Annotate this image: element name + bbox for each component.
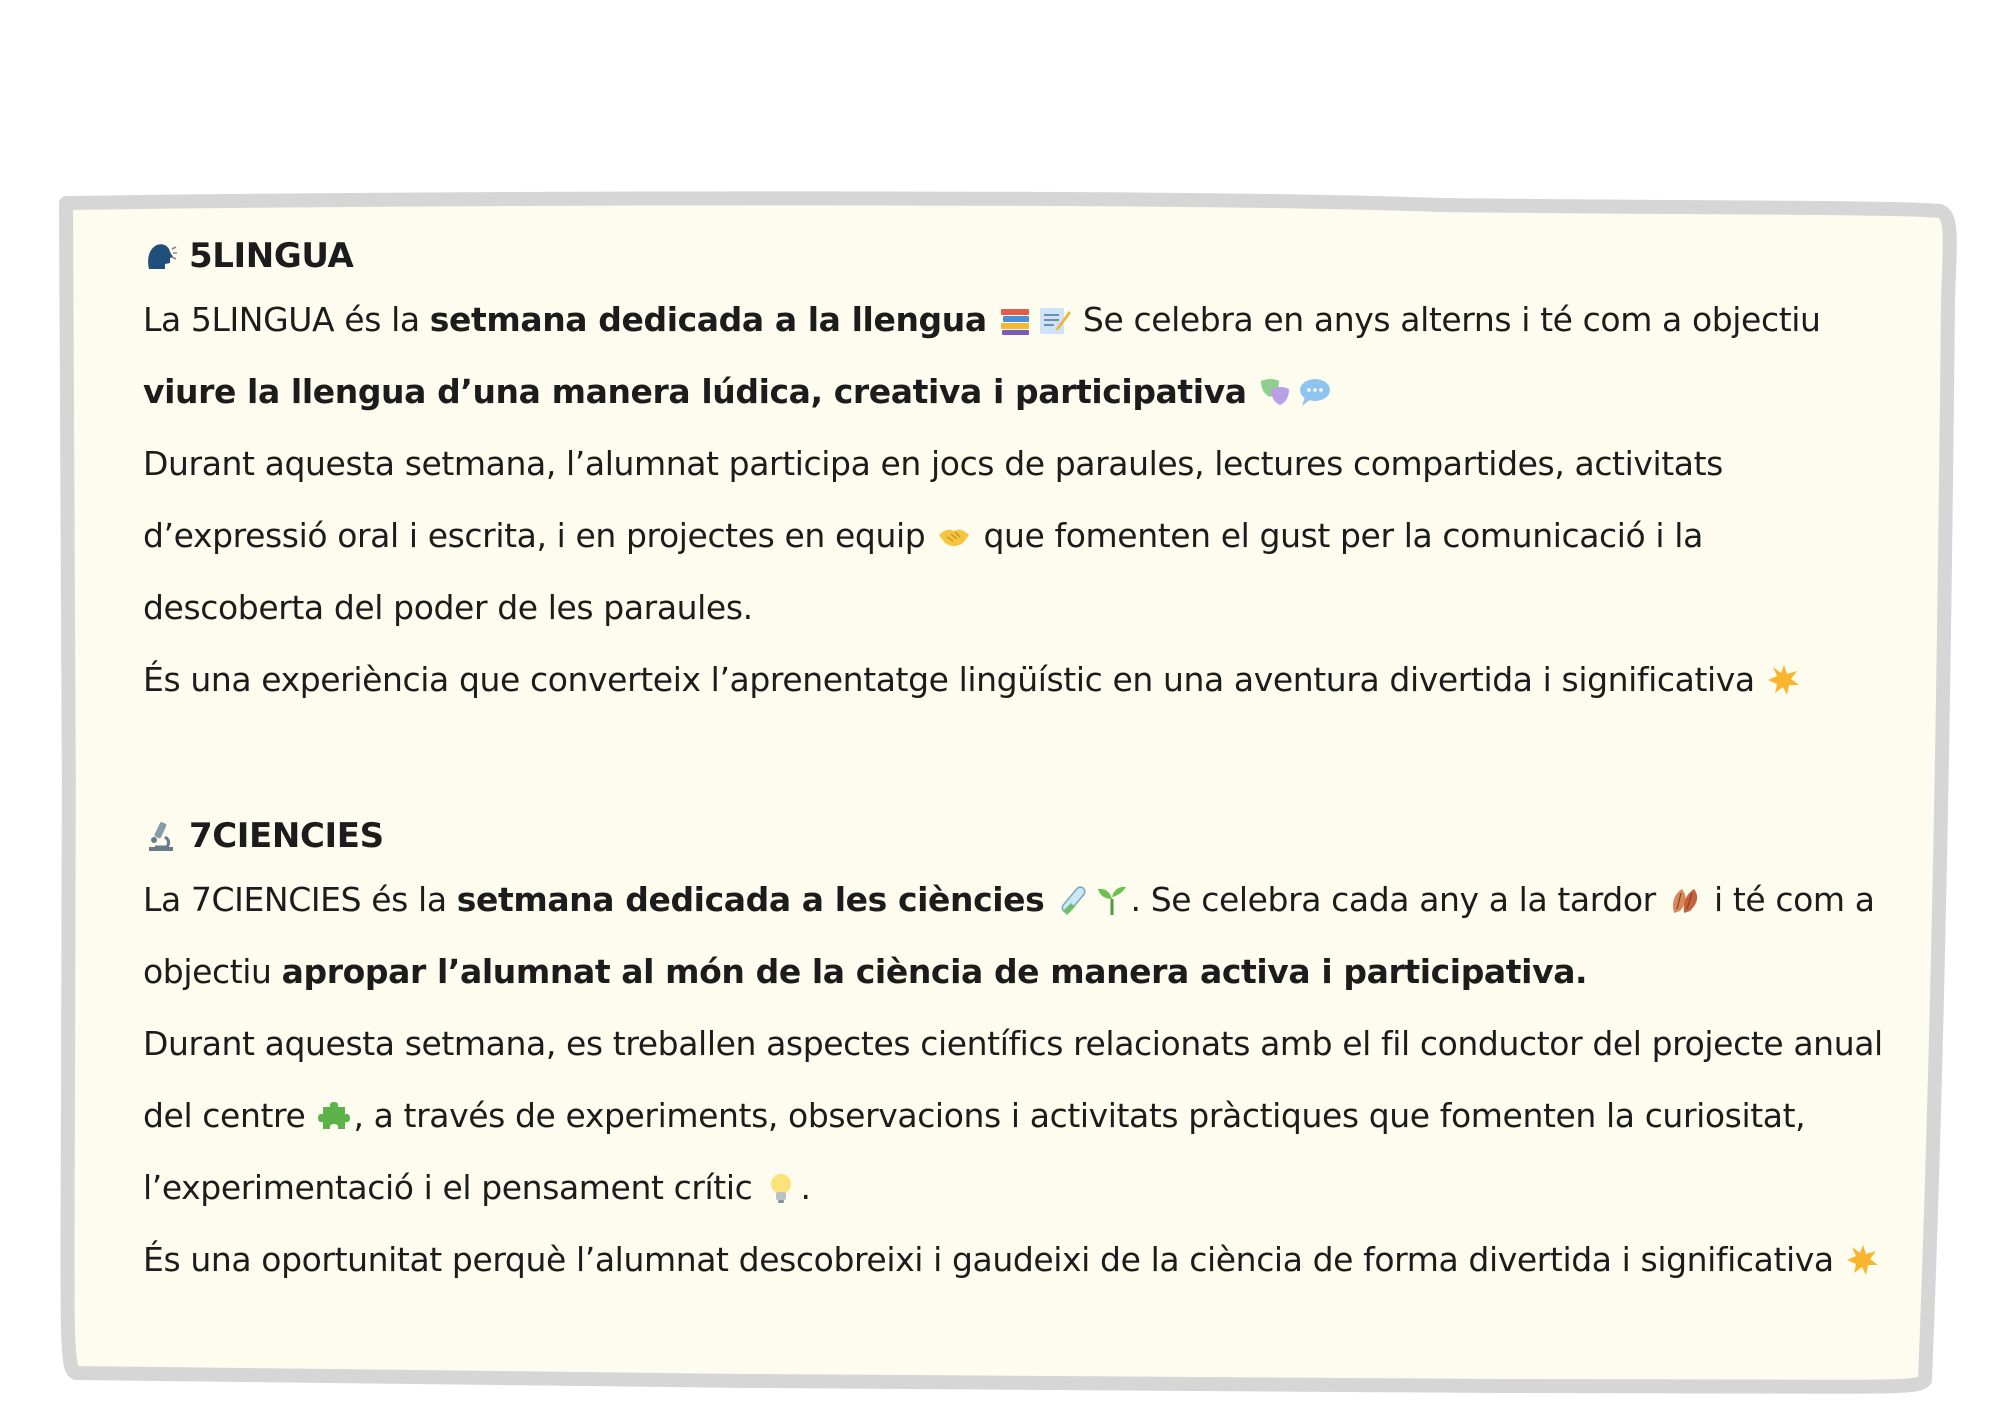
- paragraph-lingua-activities: [143, 428, 1883, 644]
- text-run: És una experiència que converteix l’aprenentatge lingüístic en una aventura divertida i significativa: [143, 660, 1755, 699]
- bold-text: apropar l’alumnat al món de la ciència de manera activa i participativa.: [281, 952, 1588, 991]
- text-run: i té com a objectiu: [143, 880, 1875, 991]
- paragraph-lingua-closing: [143, 644, 1883, 716]
- paragraph-ciencies-activities: [143, 1008, 1883, 1224]
- text-run: La 7CIENCIES és la: [143, 880, 457, 919]
- section-title-7ciencies: [143, 808, 1883, 864]
- section-spacer: [143, 716, 1883, 808]
- text-run: , a través de experiments, observacions i activitats pràctiques que fomenten la curiositat, l’experimentació i el pensament crític: [143, 1096, 1806, 1207]
- section-title-5lingua: [143, 228, 1883, 284]
- puzzle-piece-icon: [317, 1099, 351, 1133]
- bold-text: viure la llengua d’una manera lúdica, creativa i participativa: [143, 372, 1247, 411]
- handshake-icon: [937, 519, 971, 553]
- text-run: .: [800, 1168, 811, 1207]
- performing-arts-icon: [1259, 375, 1293, 409]
- section-title-text: 5LINGUA: [189, 236, 354, 276]
- text-run: És una oportunitat perquè l’alumnat descobreixi i gaudeixi de la ciència de forma divertida i significativa: [143, 1240, 1834, 1279]
- section-title-text: 7CIENCIES: [189, 816, 384, 856]
- text-run: . Se celebra cada any a la tardor: [1130, 880, 1656, 919]
- books-icon: [999, 303, 1033, 337]
- light-bulb-icon: [764, 1171, 798, 1205]
- microscope-icon: [143, 819, 177, 853]
- text-run: Durant aquesta setmana, l’alumnat participa en jocs de paraules, lectures compartides, activitats d’expressió oral i escrita, i en projectes en equip: [143, 444, 1723, 555]
- paragraph-ciencies-intro: [143, 864, 1883, 1008]
- text-run: Durant aquesta setmana, es treballen aspectes científics relacionats amb el fil conductor del projecte anual del centre: [143, 1024, 1883, 1135]
- text-run: que fomenten el gust per la comunicació i la descoberta del poder de les paraules.: [143, 516, 1703, 627]
- bold-text: setmana dedicada a les ciències: [456, 880, 1045, 919]
- text-run: La 5LINGUA és la: [143, 300, 430, 339]
- speech-balloon-icon: [1297, 375, 1331, 409]
- test-tube-icon: [1057, 883, 1091, 917]
- glowing-star-icon: [1767, 663, 1801, 697]
- glowing-star-icon: [1846, 1243, 1880, 1277]
- text-run: Se celebra en anys alterns i té com a objectiu: [1082, 300, 1821, 339]
- speaking-head-icon: [143, 239, 177, 273]
- paragraph-lingua-intro: [143, 284, 1883, 428]
- seedling-icon: [1095, 883, 1129, 917]
- bold-text: setmana dedicada a la llengua: [429, 300, 987, 339]
- paragraph-ciencies-closing: [143, 1224, 1883, 1296]
- fallen-leaf-icon: [1668, 883, 1702, 917]
- memo-icon: [1037, 303, 1071, 337]
- content-area: [143, 228, 1883, 1296]
